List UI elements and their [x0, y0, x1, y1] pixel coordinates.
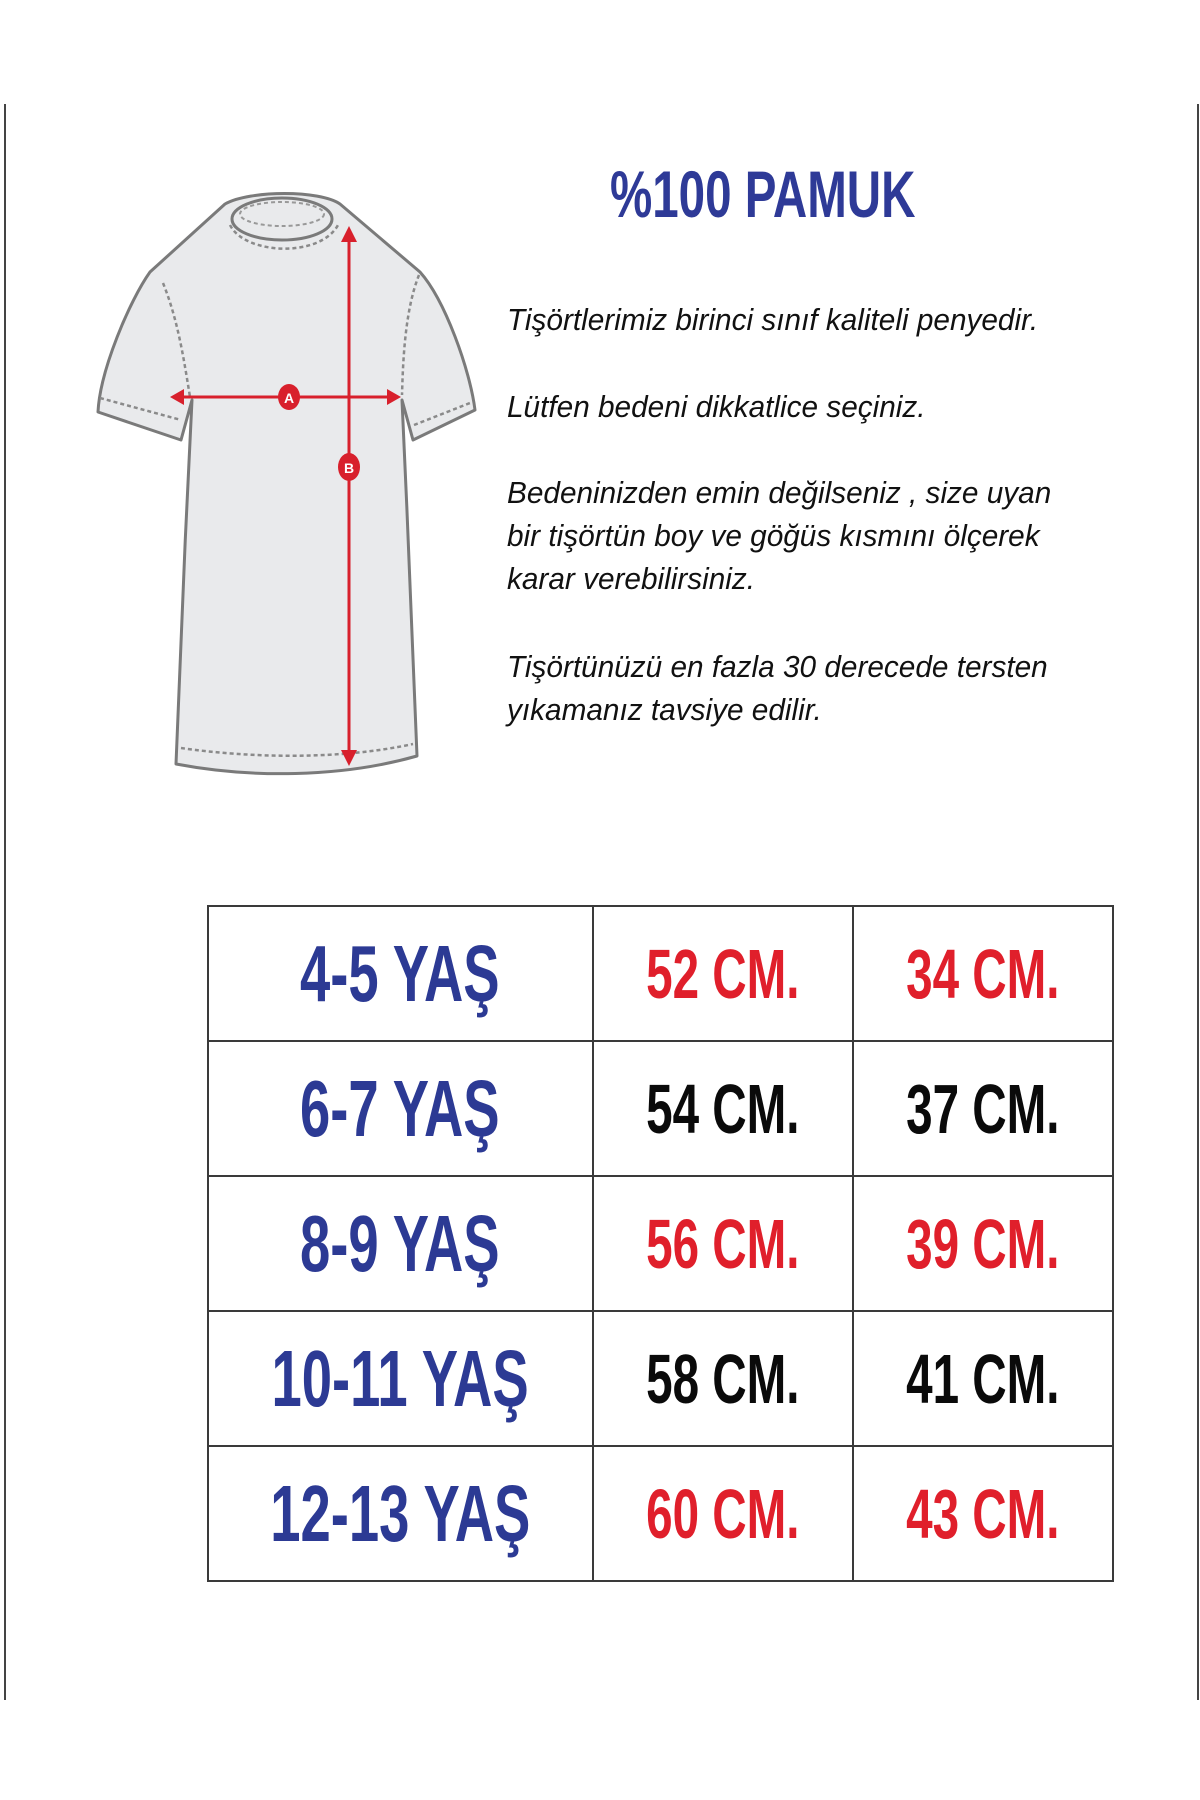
- age-cell: [208, 1041, 593, 1176]
- length-cell: [593, 1176, 853, 1311]
- chest-cell: [853, 906, 1113, 1041]
- label-a: A: [283, 390, 295, 406]
- length-value: 54 CM.: [645, 1069, 800, 1148]
- age-cell: [208, 906, 593, 1041]
- age-cell: [208, 1311, 593, 1446]
- age-cell: [208, 1446, 593, 1581]
- info-line: yıkamanız tavsiye edilir.: [507, 692, 822, 727]
- age-cell: [208, 1176, 593, 1311]
- table-row: [208, 906, 1113, 1041]
- info-line: Bedeninizden emin değilseniz , size uyan: [507, 475, 1052, 510]
- length-cell: [593, 1311, 853, 1446]
- length-value: 60 CM.: [645, 1474, 800, 1553]
- length-value: 56 CM.: [645, 1204, 800, 1283]
- chest-cell: [853, 1041, 1113, 1176]
- length-value: 52 CM.: [645, 934, 800, 1013]
- page-title: %100 PAMUK: [610, 157, 916, 231]
- length-cell: [593, 906, 853, 1041]
- length-value: 58 CM.: [645, 1339, 800, 1418]
- tshirt-icon: [98, 194, 475, 774]
- chest-value: 37 CM.: [905, 1069, 1060, 1148]
- table-row: [208, 1176, 1113, 1311]
- tshirt-measurement-diagram: [0, 0, 520, 800]
- chest-cell: [853, 1311, 1113, 1446]
- info-choose-size: [507, 385, 926, 428]
- size-chart-table: [207, 905, 1114, 1582]
- chest-value: 39 CM.: [905, 1204, 1060, 1283]
- chest-value: 34 CM.: [905, 934, 1060, 1013]
- info-line: Tişörtlerimiz birinci sınıf kaliteli penyedir.: [507, 302, 1039, 337]
- table-row: [208, 1311, 1113, 1446]
- age-label: 12-13 YAŞ: [270, 1468, 531, 1558]
- age-label: 10-11 YAŞ: [271, 1333, 529, 1423]
- table-row: [208, 1446, 1113, 1581]
- age-label: 6-7 YAŞ: [300, 1063, 501, 1153]
- info-line: Tişörtünüzü en fazla 30 derecede tersten: [507, 649, 1048, 684]
- info-line: Lütfen bedeni dikkatlice seçiniz.: [507, 389, 926, 424]
- age-label: 8-9 YAŞ: [300, 1198, 501, 1288]
- length-cell: [593, 1041, 853, 1176]
- chest-cell: [853, 1176, 1113, 1311]
- chest-cell: [853, 1446, 1113, 1581]
- info-washing: [507, 645, 1048, 731]
- table-row: [208, 1041, 1113, 1176]
- info-line: bir tişörtün boy ve göğüs kısmını ölçerek: [507, 518, 1040, 553]
- info-quality: [507, 298, 1038, 341]
- frame-right-border: [1197, 104, 1199, 1700]
- chest-value: 43 CM.: [905, 1474, 1060, 1553]
- length-cell: [593, 1446, 853, 1581]
- label-b: B: [343, 460, 355, 476]
- info-line: karar verebilirsiniz.: [507, 561, 756, 596]
- chest-value: 41 CM.: [905, 1339, 1060, 1418]
- age-label: 4-5 YAŞ: [300, 928, 501, 1018]
- info-measure-advice: [507, 471, 1051, 600]
